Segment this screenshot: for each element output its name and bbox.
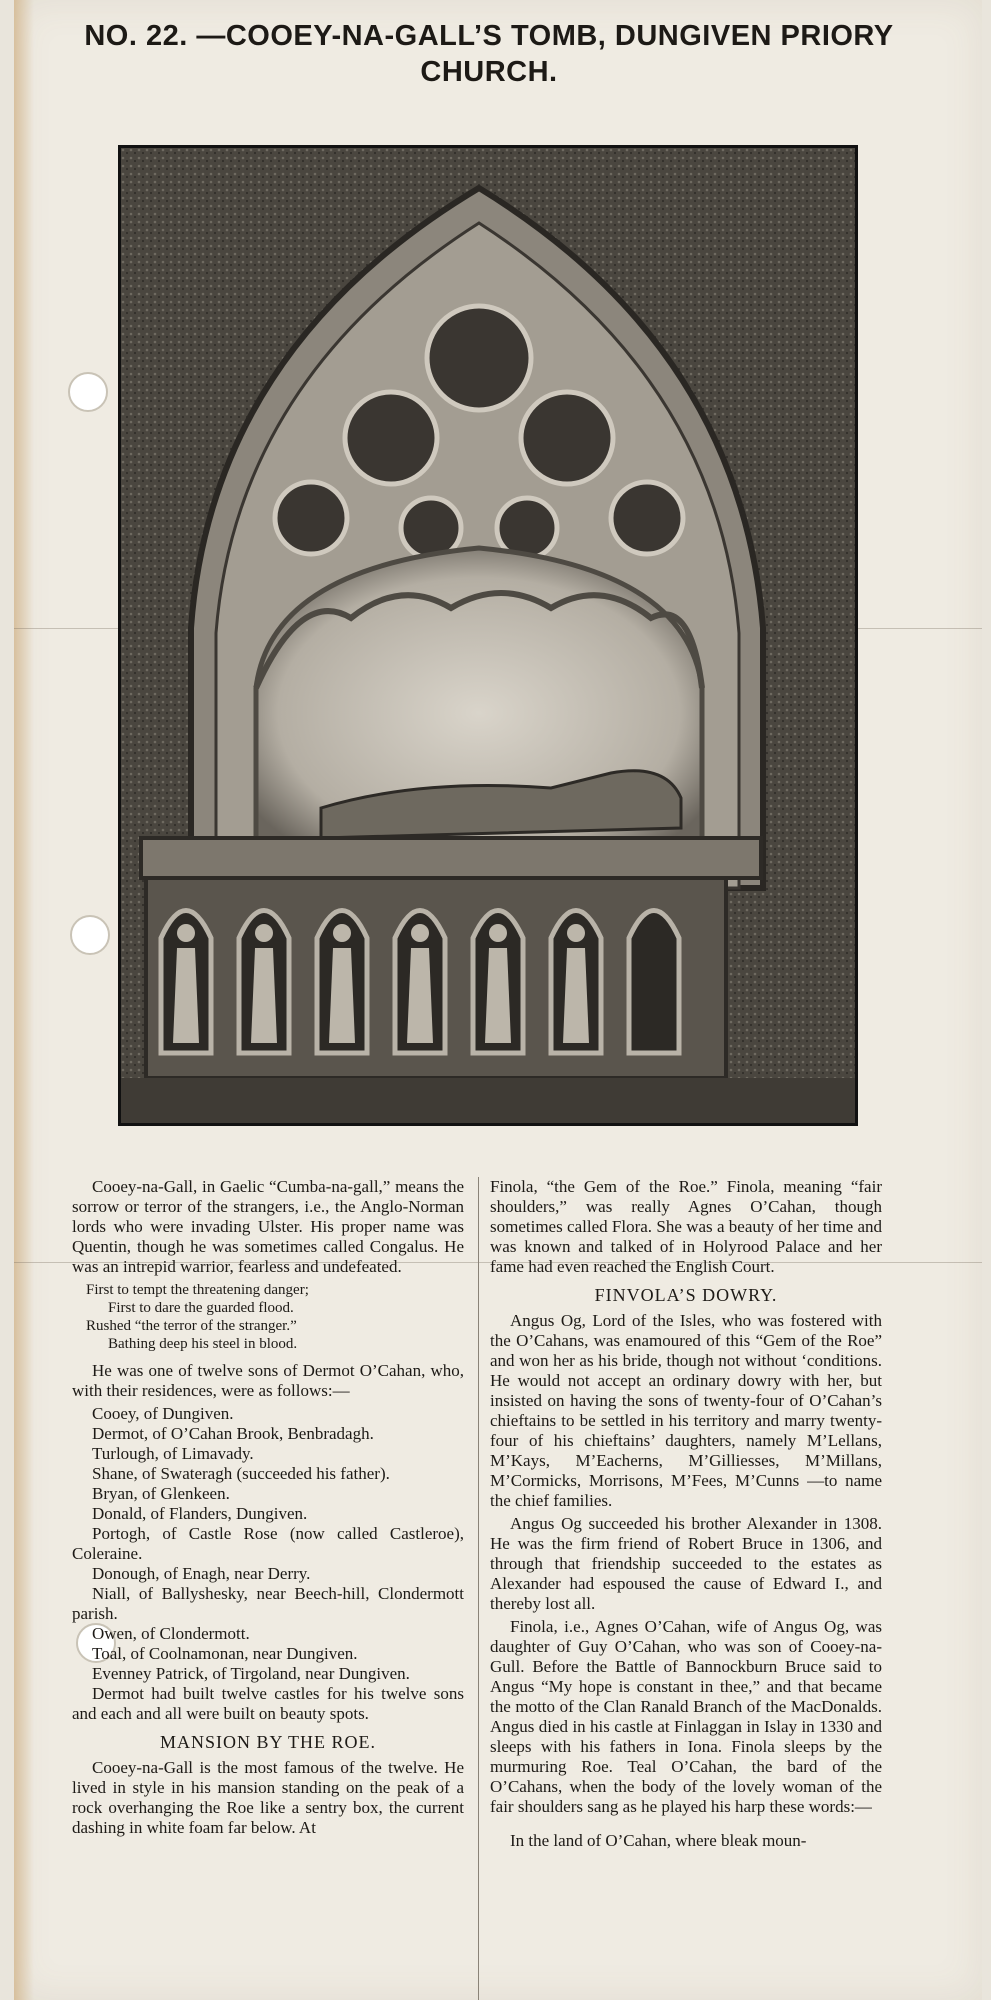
son-entry: Shane, of Swateragh (succeeded his father). [92, 1464, 390, 1483]
sons-list [72, 1404, 464, 1684]
intro-paragraph: Cooey-na-Gall, in Gaelic “Cumba-na-gall,” means the sorrow or terror of the strangers, i.e., the Anglo-Norman lords who were invading Ulster. His proper name was Quentin, though he was sometimes called Congalus. He was an intrepid warrior, fearless and undefeated. [72, 1177, 464, 1276]
section-heading-dowry: FINVOLA’S DOWRY. [594, 1285, 778, 1305]
article-column-left [72, 1177, 464, 1997]
finola-paragraph: Finola, “the Gem of the Roe.” Finola, meaning “fair shoulders,” was really Agnes O’Cahan, though sometimes called Flora. She was a beauty of her time and was known and talked of in Holyrood Palace and her fame had even reached the English Court. [490, 1177, 882, 1276]
son-entry: Turlough, of Limavady. [92, 1444, 254, 1463]
closing-line: In the land of O’Cahan, where bleak moun- [510, 1831, 807, 1850]
castles-paragraph: Dermot had built twelve castles for his twelve sons and each and all were built on beauty spots. [72, 1684, 464, 1723]
son-entry: Bryan, of Glenkeen. [92, 1484, 230, 1503]
mansion-paragraph: Cooey-na-Gall is the most famous of the twelve. He lived in style in his mansion standing on the peak of a rock overhanging the Roe like a sentry box, the current dashing in white foam far below. At [72, 1758, 464, 1837]
verse-line: First to tempt the threatening danger; [86, 1282, 309, 1298]
son-entry: Niall, of Ballyshesky, near Beech-hill, Clondermott parish. [72, 1584, 464, 1623]
son-entry: Donough, of Enagh, near Derry. [92, 1564, 311, 1583]
article-column-right [490, 1177, 882, 1997]
paper-stain [14, 0, 34, 2000]
dowry-paragraph: Angus Og, Lord of the Isles, who was fostered with the O’Cahans, was enamoured of this “Gem of the Roe” and won her as his bride, though not without ‘conditions. He would not accept an ordinary dowry with her, but insisted on having the sons of twenty-four of O’Cahan’s chieftains to be settled in his territory and marry twenty-four of his chieftains’ daughters, namely M’Lellans, M’Kays, M’Eacherns, M’Gilliesses, M’Millans, M’Cormicks, Morrisons, M’Fees, M’Cunns —to name the chief families. [490, 1311, 882, 1510]
verse-line: Rushed “the terror of the stranger.” [86, 1318, 297, 1334]
column-divider [478, 1177, 479, 2000]
verse [86, 1281, 464, 1353]
dowry-paragraph: Finola, i.e., Agnes O’Cahan, wife of Angus Og, was daughter of Guy O’Cahan, who was son of Cooey-na-Gull. Before the Battle of Bannockburn Bruce said to Angus “My hope is constant in thee,” and that became the motto of the Clan Ranald Branch of the MacDonalds. Angus died in his castle at Finlaggan in Islay in 1330 and sleeps with his fathers in Iona. Finola sleeps by the murmuring Roe. Teal O’Cahan, the bard of the O’Cahans, when the body of the lovely woman of the fair shoulders sang as he played his harp these words:— [490, 1617, 882, 1816]
verse-line: First to dare the guarded flood. [108, 1300, 294, 1316]
sons-intro: He was one of twelve sons of Dermot O’Cahan, who, with their residences, were as follows:— [72, 1361, 464, 1400]
son-entry: Portogh, of Castle Rose (now called Castleroe), Coleraine. [72, 1524, 464, 1563]
tomb-illustration [121, 148, 855, 1123]
son-entry: Toal, of Coolnamonan, near Dungiven. [92, 1644, 358, 1663]
son-entry: Owen, of Clondermott. [92, 1624, 250, 1643]
page-title: NO. 22. —COOEY-NA-GALL’S TOMB, DUNGIVEN PRIORY CHURCH. [84, 20, 894, 88]
son-entry: Dermot, of O’Cahan Brook, Benbradagh. [92, 1424, 374, 1443]
tomb-photograph [118, 145, 858, 1126]
punch-hole [68, 372, 108, 412]
son-entry: Donald, of Flanders, Dungiven. [92, 1504, 308, 1523]
son-entry: Cooey, of Dungiven. [92, 1404, 234, 1423]
son-entry: Evenney Patrick, of Tirgoland, near Dungiven. [92, 1664, 410, 1683]
section-heading-mansion: MANSION BY THE ROE. [159, 1732, 376, 1752]
verse-line: Bathing deep his steel in blood. [108, 1336, 298, 1352]
dowry-paragraph: Angus Og succeeded his brother Alexander in 1308. He was the firm friend of Robert Bruce in 1306, and through that friendship succeeded to the estates as Alexander had espoused the cause of Edward I., and thereby lost all. [490, 1514, 882, 1613]
punch-hole [70, 915, 110, 955]
